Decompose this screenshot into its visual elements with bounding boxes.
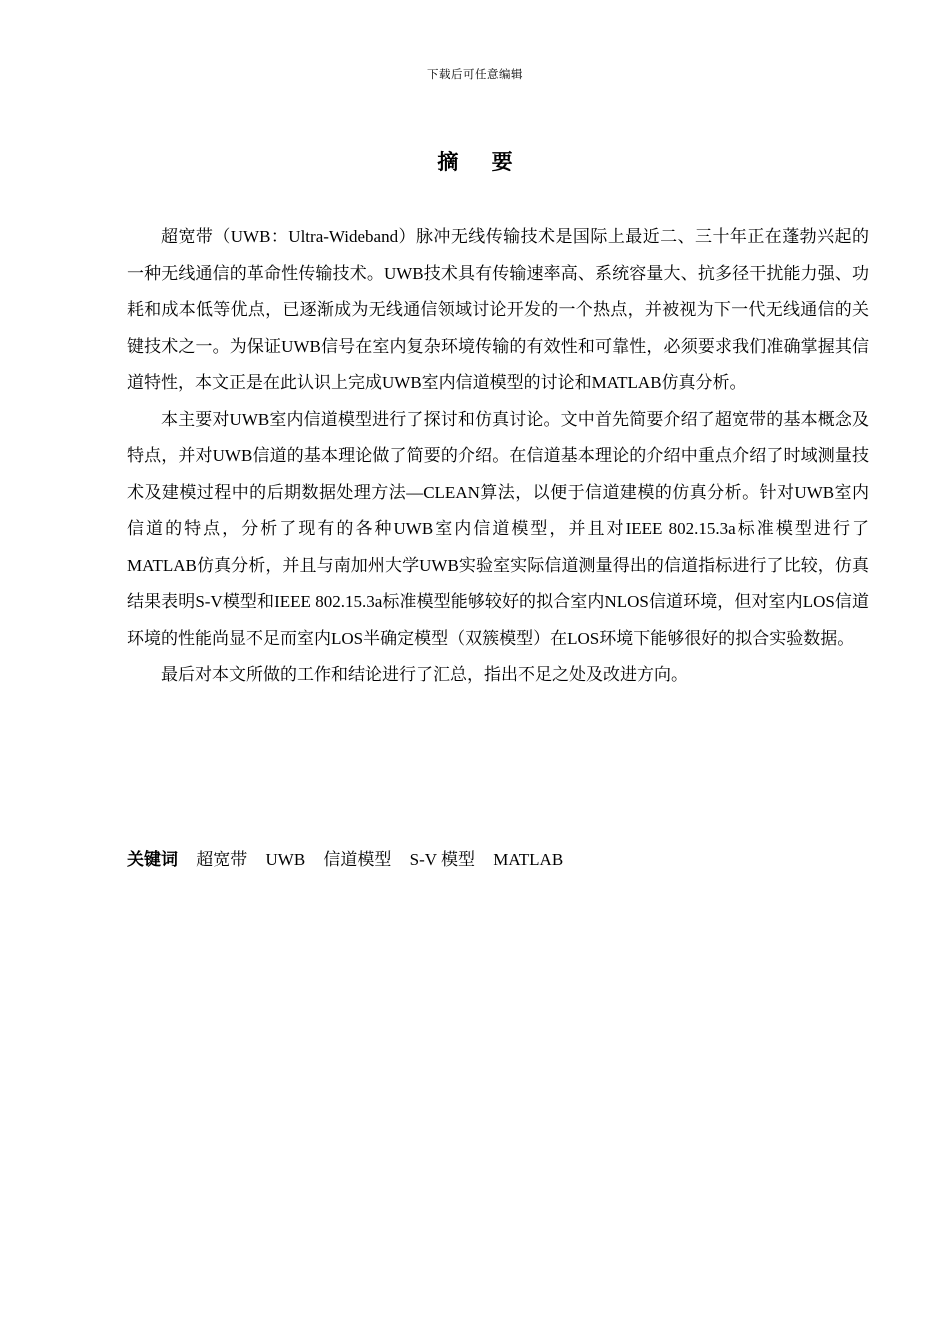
keyword-item: UWB — [265, 850, 306, 869]
keywords-line — [127, 846, 869, 874]
keyword-item: 超宽带 — [196, 850, 248, 869]
keyword-item: 信道模型 — [323, 850, 392, 869]
abstract-paragraph-2: 本主要对UWB室内信道模型进行了探讨和仿真讨论。文中首先简要介绍了超宽带的基本概念及特点，并对UWB信道的基本理论做了简要的介绍。在信道基本理论的介绍中重点介绍了时域测量技术及建模过程中的后期数据处理方法—CLEAN算法，以便于信道建模的仿真分析。针对UWB室内信道的特点，分析了现有的各种UWB室内信道模型，并且对IEEE 802.15.3a标准模型进行了MATLAB仿真分析，并且与南加州大学UWB实验室实际信道测量得出的信道指标进行了比较，仿真结果表明S-V模型和IEEE 802.15.3a标准模型能够较好的拟合室内NLOS信道环境，但对室内LOS信道环境的性能尚显不足而室内LOS半确定模型（双簇模型）在LOS环境下能够很好的拟合实验数据。 — [127, 409, 869, 648]
abstract-body — [127, 219, 869, 694]
abstract-paragraph-1: 超宽带（UWB：Ultra-Wideband）脉冲无线传输技术是国际上最近二、三十年正在蓬勃兴起的一种无线通信的革命性传输技术。UWB技术具有传输速率高、系统容量大、抗多径干扰能力强、功耗和成本低等优点，已逐渐成为无线通信领域讨论开发的一个热点，并被视为下一代无线通信的关键技术之一。为保证UWB信号在室内复杂环境传输的有效性和可靠性，必须要求我们准确掌握其信道特性，本文正是在此认识上完成UWB室内信道模型的讨论和MATLAB仿真分析。 — [127, 227, 869, 392]
keywords-label: 关键词 — [127, 850, 178, 869]
keyword-item: S-V 模型 — [409, 850, 476, 869]
abstract-paragraph-3: 最后对本文所做的工作和结论进行了汇总，指出不足之处及改进方向。 — [161, 665, 688, 684]
page-title: 摘 要 — [437, 150, 527, 174]
header-note: 下载后可任意编辑 — [427, 69, 523, 81]
keyword-item: MATLAB — [493, 850, 564, 869]
